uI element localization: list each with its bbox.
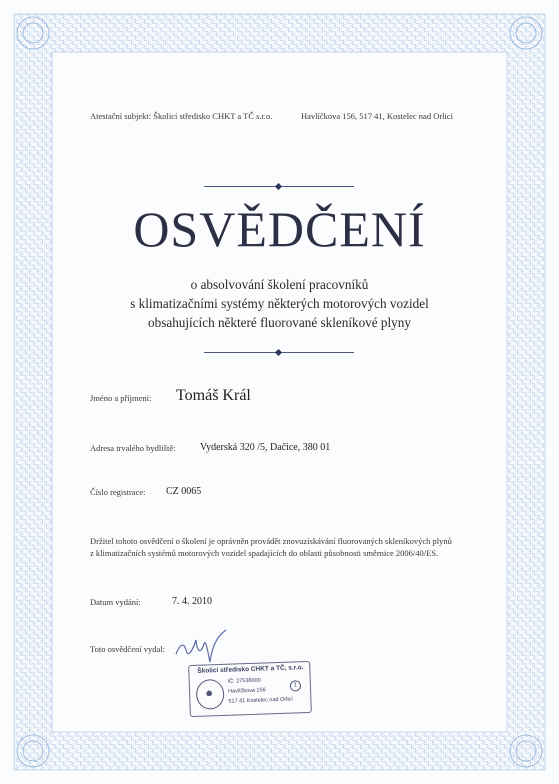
subtitle-line-1: o absolvování školení pracovníků <box>190 277 369 292</box>
company-stamp <box>188 661 312 717</box>
header-subject <box>90 111 272 121</box>
stamp-logo-icon <box>196 679 225 710</box>
issued-by-label: Toto osvědčení vydal: <box>90 644 165 654</box>
issue-date-label: Datum vydání: <box>90 597 141 607</box>
corner-ornament <box>17 17 542 767</box>
statement-line-1: Držitel tohoto osvědčení o školení je oprávněn provádět znovuzískávání fluorovaných skleníkových plynů <box>90 536 452 546</box>
stamp-number: 1 <box>290 680 301 691</box>
subtitle-line-2: s klimatizačními systémy některých motorových vozidel <box>130 296 429 311</box>
signature <box>170 624 240 669</box>
subject-name: Školicí středisko CHKT a TČ s.r.o. <box>153 111 273 121</box>
stamp-header: Školicí středisko CHKT a TČ, s.r.o. <box>197 664 304 675</box>
name-label: Jméno a příjmení: <box>90 393 152 403</box>
stamp-city: 517 41 Kostelec nad Orlicí <box>228 696 294 705</box>
subtitle-line-3: obsahujících některé fluorované skleníkové plyny <box>148 315 411 330</box>
stamp-ic: IČ: 27536000 <box>227 677 261 685</box>
registration-label: Číslo registrace: <box>90 487 146 497</box>
certificate-title: OSVĚDČENÍ <box>133 201 426 257</box>
issue-date-value: 7. 4. 2010 <box>172 596 212 607</box>
subject-label: Atestační subjekt: <box>90 111 152 121</box>
name-value: Tomáš Král <box>176 387 251 404</box>
header-address: Havlíčkova 156, 517 41, Kostelec nad Orlicí <box>301 111 454 121</box>
statement-line-2: z klimatizačních systémů motorových vozidel spadajících do oblasti působnosti směrnice 2006/40/ES. <box>90 548 439 558</box>
address-value: Vyderská 320 /5, Dačice, 380 01 <box>200 442 331 453</box>
address-label: Adresa trvalého bydliště: <box>90 443 176 453</box>
registration-value: CZ 0065 <box>166 486 202 497</box>
stamp-street: Havlíčkova 156 <box>227 687 266 695</box>
